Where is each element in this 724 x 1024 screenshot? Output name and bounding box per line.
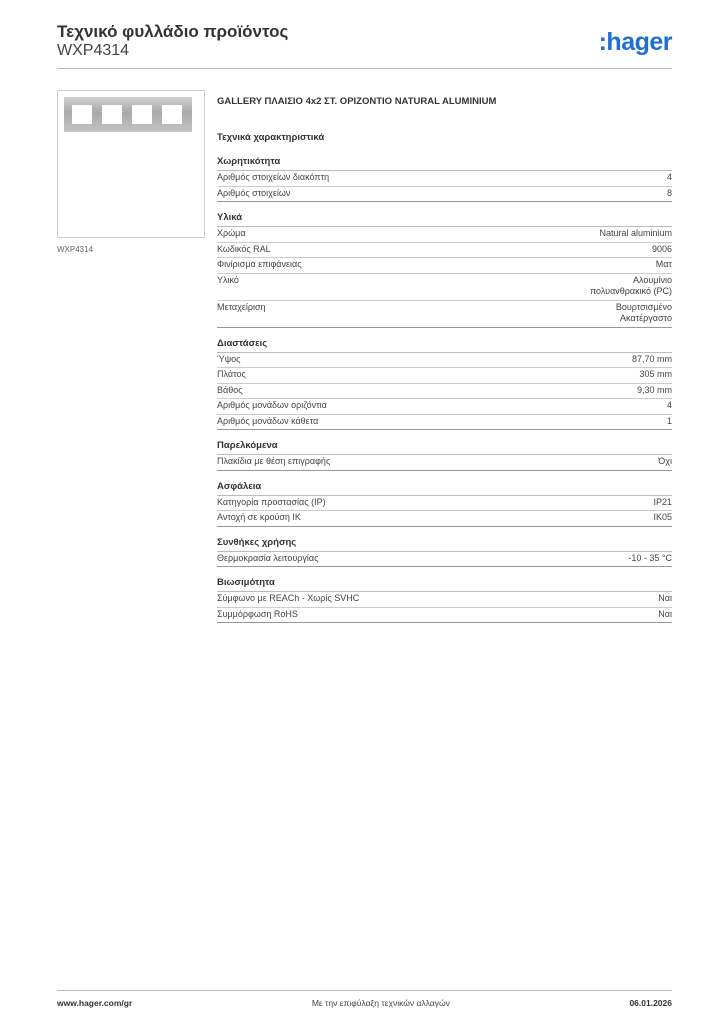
- spec-value-line: Ματ: [655, 259, 672, 269]
- document-title: Τεχνικό φυλλάδιο προϊόντος: [57, 22, 289, 41]
- spec-value: [658, 456, 672, 468]
- spec-row: [217, 274, 672, 301]
- spec-value-line: Ναι: [658, 608, 672, 619]
- spec-value-line: Ακατέργαστο: [620, 313, 672, 323]
- spec-value-line: 9006: [651, 243, 672, 254]
- spec-label: Αριθμός στοιχείων: [217, 187, 291, 198]
- footer-note: Με την επιφύλαξη τεχνικών αλλαγών: [311, 998, 450, 1008]
- spec-row: [217, 353, 672, 369]
- spec-value-line: 8: [666, 187, 672, 198]
- spec-value: [667, 188, 672, 200]
- product-code: WXP4314: [57, 42, 130, 59]
- spec-value: [656, 259, 672, 271]
- spec-value-line: 4: [666, 172, 672, 182]
- spec-value-line: Αλουμίνιο: [633, 274, 672, 285]
- spec-value: [653, 497, 672, 509]
- spec-label: Φινίρισμα επιφάνειας: [217, 259, 302, 269]
- spec-row: [217, 399, 672, 415]
- spec-value-line: πολυανθρακικό (PC): [589, 286, 672, 296]
- spec-value: [637, 385, 672, 397]
- spec-label: Συμμόρφωση RoHS: [217, 608, 298, 619]
- spec-value-line: 305 mm: [639, 369, 672, 379]
- spec-value: [628, 553, 672, 565]
- spec-value: [658, 593, 672, 605]
- header-divider: [57, 68, 672, 69]
- spec-label: Πλάτος: [217, 369, 246, 379]
- spec-row: [217, 415, 672, 431]
- spec-label: Αριθμός μονάδων κάθετα: [217, 415, 319, 426]
- spec-value-line: IK05: [653, 512, 672, 522]
- image-caption: WXP4314: [57, 245, 94, 254]
- spec-value-line: 4: [666, 400, 672, 410]
- spec-row: [217, 511, 672, 527]
- spec-row: [217, 258, 672, 274]
- spec-label: Αντοχή σε κρούση IK: [217, 512, 301, 522]
- product-image: [57, 90, 205, 238]
- spec-value: [653, 512, 672, 524]
- spec-value: [590, 275, 672, 298]
- frame-illustration: [64, 97, 192, 132]
- spec-row: [217, 301, 672, 328]
- section-title: Χωρητικότητα: [217, 156, 672, 171]
- spec-row: [217, 187, 672, 203]
- spec-value: [667, 400, 672, 412]
- document-footer: [57, 998, 672, 1008]
- spec-row: [217, 243, 672, 259]
- spec-row: [217, 608, 672, 624]
- spec-value-line: Όχι: [658, 456, 672, 466]
- section-title: Ασφάλεια: [217, 481, 672, 496]
- footer-url: www.hager.com/gr: [57, 998, 133, 1008]
- spec-value: [658, 609, 672, 621]
- spec-row: [217, 171, 672, 187]
- spec-row: [217, 368, 672, 384]
- footer-divider: [57, 990, 672, 991]
- hager-logo: :hager: [598, 28, 672, 56]
- spec-label: Χρώμα: [217, 228, 246, 238]
- spec-row: [217, 552, 672, 568]
- spec-label: Κατηγορία προστασίας (IP): [217, 496, 326, 507]
- document-header: [57, 22, 288, 60]
- spec-label: Βάθος: [217, 384, 243, 395]
- spec-value: [667, 172, 672, 184]
- spec-row: [217, 227, 672, 243]
- section-title: Παρελκόμενα: [217, 440, 672, 455]
- spec-value-line: -10 - 35 °C: [628, 552, 672, 563]
- spec-label: Κωδικός RAL: [217, 243, 271, 254]
- spec-row: [217, 384, 672, 400]
- spec-sections: [217, 156, 672, 623]
- spec-content: [217, 96, 672, 623]
- spec-value-line: Ναι: [658, 593, 672, 603]
- spec-label: Σύμφωνο με REACh - Χωρίς SVHC: [217, 593, 360, 603]
- spec-value: [652, 244, 672, 256]
- section-title: Βιωσιμότητα: [217, 577, 672, 592]
- spec-value-line: 87,70 mm: [631, 353, 672, 364]
- spec-value-line: Βουρτσισμένο: [615, 301, 672, 312]
- spec-value-line: 9,30 mm: [636, 384, 672, 395]
- spec-label: Υλικό: [217, 274, 239, 285]
- spec-value: [599, 228, 672, 240]
- spec-value-line: Natural aluminium: [599, 228, 672, 238]
- spec-value-line: 1: [666, 415, 672, 426]
- spec-label: Θερμοκρασία λειτουργίας: [217, 552, 319, 563]
- product-name: GALLERY ΠΛΑΙΣΙΟ 4x2 ΣΤ. ΟΡΙΖΟΝΤΙΟ NATURAL ALUMINIUM: [217, 96, 497, 107]
- section-title: Υλικά: [217, 212, 672, 227]
- characteristics-heading: Τεχνικά χαρακτηριστικά: [217, 132, 325, 143]
- spec-row: [217, 455, 672, 471]
- spec-value-line: IP21: [653, 496, 672, 507]
- spec-value: [639, 369, 672, 381]
- spec-row: [217, 592, 672, 608]
- section-title: Συνθήκες χρήσης: [217, 537, 672, 552]
- spec-label: Πλακίδια με θέση επιγραφής: [217, 456, 331, 466]
- spec-label: Αριθμός στοιχείων διακόπτη: [217, 172, 330, 182]
- spec-label: Ύψος: [217, 353, 241, 364]
- section-title: Διαστάσεις: [217, 338, 672, 353]
- spec-label: Μεταχείριση: [217, 301, 266, 312]
- spec-value: [632, 354, 672, 366]
- spec-value: [667, 416, 672, 428]
- spec-row: [217, 496, 672, 512]
- spec-label: Αριθμός μονάδων οριζόντια: [217, 400, 327, 410]
- spec-value: [616, 302, 672, 325]
- footer-date: 06.01.2026: [629, 998, 672, 1008]
